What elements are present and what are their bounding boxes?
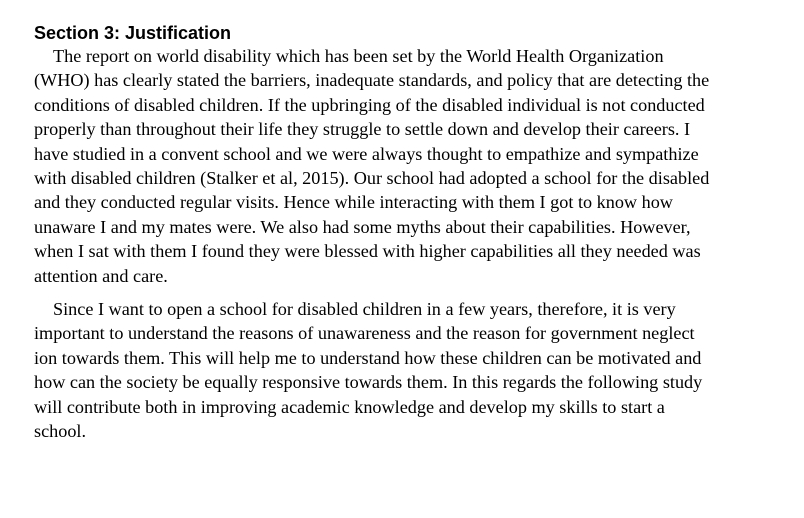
paragraph-line: how can the society be equally responsive towards them. In this regards the following study [34, 372, 703, 393]
paragraph-line: ion towards them. This will help me to understand how these children can be motivated and [34, 347, 702, 368]
paragraph-line: conditions of disabled children. If the upbringing of the disabled individual is not conducted [34, 94, 705, 115]
paragraph-line: attention and care. [34, 265, 168, 286]
paragraph-line: (WHO) has clearly stated the barriers, inadequate standards, and policy that are detecting the [34, 70, 710, 91]
paragraph-line: with disabled children (Stalker et al, 2015). Our school had adopted a school for the disabled [34, 168, 710, 189]
paragraph-2 [34, 297, 794, 443]
paragraph-line: and they conducted regular visits. Hence while interacting with them I got to know how [34, 192, 673, 213]
paragraph-line: properly than throughout their life they struggle to settle down and develop their careers. I [34, 119, 691, 140]
paragraph-line: important to understand the reasons of unawareness and the reason for government neglect [34, 323, 695, 344]
paragraph-line: Since I want to open a school for disabled children in a few years, therefore, it is very [53, 299, 676, 320]
paragraph-line: school. [34, 421, 87, 442]
section-heading: Section 3: Justification [34, 23, 232, 43]
paragraph-1 [34, 44, 794, 288]
paragraph-line: when I sat with them I found they were blessed with higher capabilities all they needed was [34, 241, 701, 262]
paragraph-line: will contribute both in improving academic knowledge and develop my skills to start a [34, 396, 665, 417]
paragraph-line: unaware I and my mates were. We also had some myths about their capabilities. However, [34, 216, 691, 237]
paragraph-line: The report on world disability which has been set by the World Health Organization [53, 46, 664, 66]
paragraph-line: have studied in a convent school and we were always thought to empathize and sympathize [34, 143, 699, 164]
document-page [34, 22, 794, 444]
